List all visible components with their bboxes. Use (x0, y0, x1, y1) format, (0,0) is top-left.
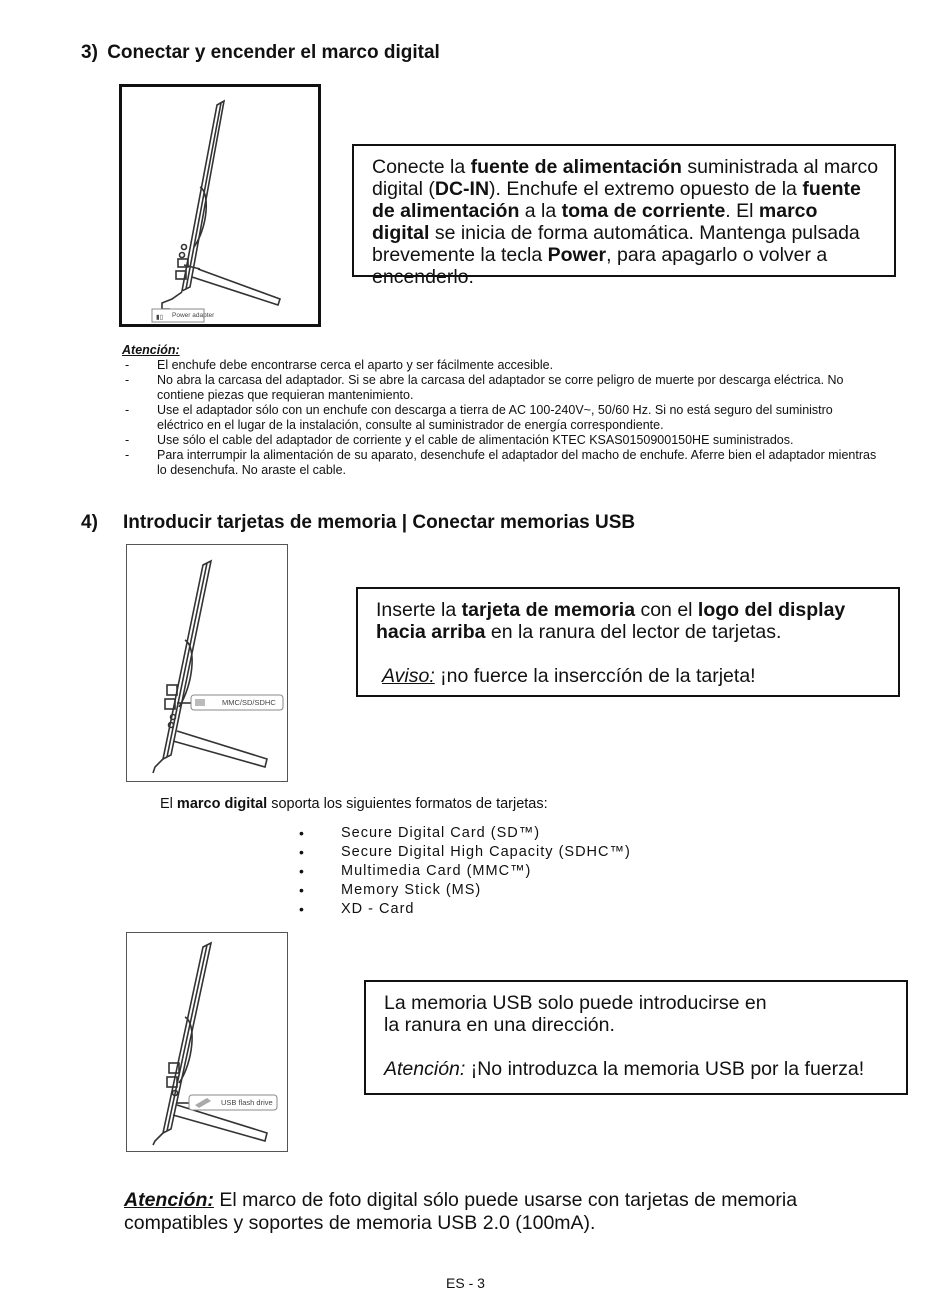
frame-card-slot-illustration (127, 545, 287, 781)
bottom-note (124, 1189, 904, 1235)
section-4-number: 4) (81, 512, 98, 533)
aviso-line (376, 665, 884, 687)
power-adapter-figure (119, 84, 321, 327)
usb-line-2: la ranura en una dirección. (384, 1014, 615, 1036)
text-segment: . El (725, 200, 759, 222)
text-segment: ). Enchufe el extremo opuesto de la (489, 178, 803, 200)
warning-item (122, 358, 882, 373)
bold-term: logo del display hacia arriba (376, 599, 846, 643)
section-4-heading (81, 512, 636, 534)
text-segment: Conecte la (372, 156, 471, 178)
bullet-marker: • (299, 863, 305, 879)
format-text: Secure Digital High Capacity (SDHC™) (341, 844, 631, 860)
card-slot-figure (126, 544, 288, 782)
aviso-label: Aviso: (382, 665, 435, 687)
section-4-title: Introducir tarjetas de memoria | Conectar memorias USB (123, 512, 636, 533)
usb-instructions-box (364, 980, 908, 1095)
section-3-heading (81, 42, 440, 64)
usb-figure (126, 932, 288, 1152)
text-segment: en la ranura del lector de tarjetas. (485, 621, 782, 643)
format-text: XD - Card (341, 901, 415, 917)
bold-term: Power (547, 244, 607, 266)
warning-title: Atención: (122, 343, 180, 357)
warning-item-text: Use el adaptador sólo con un enchufe con descarga a tierra de AC 100-240V~, 50/60 Hz. Si no está seguro del suministro eléctrico en el lugar de la instalación, consulte al suministrador de energía correspondiente. (157, 403, 833, 432)
warning-block (122, 343, 882, 357)
bold-term: marco digital (176, 796, 268, 812)
usb-warning-label: Atención: (384, 1058, 466, 1080)
warning-item (122, 448, 882, 478)
dash-marker: - (125, 448, 130, 462)
list-item (299, 824, 631, 843)
section-3-title: Conectar y encender el marco digital (107, 42, 440, 63)
warning-item-text: Para interrumpir la alimentación de su aparato, desenchufe el adaptador del macho de enchufe. Aferre bien el adaptador mientras lo desenchufa. No araste el cable. (157, 448, 877, 477)
svg-text:▮▯: ▮▯ (156, 314, 164, 321)
usb-warning-line (384, 1058, 892, 1080)
dash-marker: - (125, 403, 130, 417)
bold-term: fuente de alimentación (470, 156, 682, 178)
usb-line-1: La memoria USB solo puede introducirse en (384, 992, 767, 1014)
page-number: ES - 3 (446, 1275, 485, 1291)
bottom-note-label: Atención: (124, 1189, 214, 1211)
text-segment: suministrada al marco digital ( (372, 156, 879, 200)
usb-warning-text: ¡No introduzca la memoria USB por la fuerza! (465, 1058, 865, 1080)
warning-list (122, 358, 882, 478)
warning-item-text: El enchufe debe encontrarse cerca el aparto y ser fácilmente accesible. (157, 358, 554, 372)
text-segment: a la (519, 200, 562, 222)
bold-term: marco digital (372, 200, 818, 244)
warning-item (122, 433, 882, 448)
bullet-marker: • (299, 882, 305, 898)
list-item (299, 900, 631, 919)
aviso-text: ¡no fuerce la inserccíón de la tarjeta! (434, 665, 756, 687)
card-insert-box (356, 587, 900, 697)
dash-marker: - (125, 433, 130, 447)
frame-side-view-illustration (122, 87, 318, 324)
format-text: Multimedia Card (MMC™) (341, 863, 532, 879)
text-segment: , para apagarlo o volver a encenderlo. (372, 244, 828, 288)
text-segment: Inserte la (376, 599, 462, 621)
section-3-number: 3) (81, 42, 98, 63)
bullet-marker: • (299, 844, 305, 860)
format-text: Secure Digital Card (SD™) (341, 825, 541, 841)
list-item (299, 843, 631, 862)
dash-marker: - (125, 358, 130, 372)
list-item (299, 862, 631, 881)
bold-term: DC-IN (434, 178, 490, 200)
warning-item (122, 403, 882, 433)
power-instructions-box (352, 144, 896, 288)
dash-marker: - (125, 373, 130, 387)
text-segment: El (160, 796, 177, 812)
text-segment: se inicia de forma automática. Mantenga pulsada brevemente la tecla (372, 222, 860, 266)
formats-intro (160, 796, 548, 812)
list-item (299, 881, 631, 900)
bullet-marker: • (299, 825, 305, 841)
bold-term: toma de corriente (561, 200, 726, 222)
bottom-note-text: El marco de foto digital sólo puede usarse con tarjetas de memoria compatibles y soportes de memoria USB 2.0 (100mA). (124, 1189, 798, 1234)
frame-usb-illustration (127, 933, 287, 1151)
card-formats-list (299, 824, 631, 919)
text-segment: con el (635, 599, 698, 621)
warning-item-text: Use sólo el cable del adaptador de corriente y el cable de alimentación KTEC KSAS0150900150HE suministrados. (157, 433, 794, 447)
usb-label: USB flash drive (221, 1098, 273, 1107)
bold-term: fuente de alimentación (372, 178, 861, 222)
text-segment: soporta los siguientes formatos de tarjetas: (267, 796, 548, 812)
bold-term: tarjeta de memoria (461, 599, 636, 621)
bullet-marker: • (299, 901, 305, 917)
warning-item-text: No abra la carcasa del adaptador. Si se abre la carcasa del adaptador se corre peligro de muerte por descarga eléctrica. No contiene piezas que requieran mantenimiento. (157, 373, 844, 402)
card-slot-label: MMC/SD/SDHC (222, 698, 276, 707)
warning-item (122, 373, 882, 403)
format-text: Memory Stick (MS) (341, 882, 482, 898)
power-adapter-label: Power adapter (172, 312, 215, 319)
